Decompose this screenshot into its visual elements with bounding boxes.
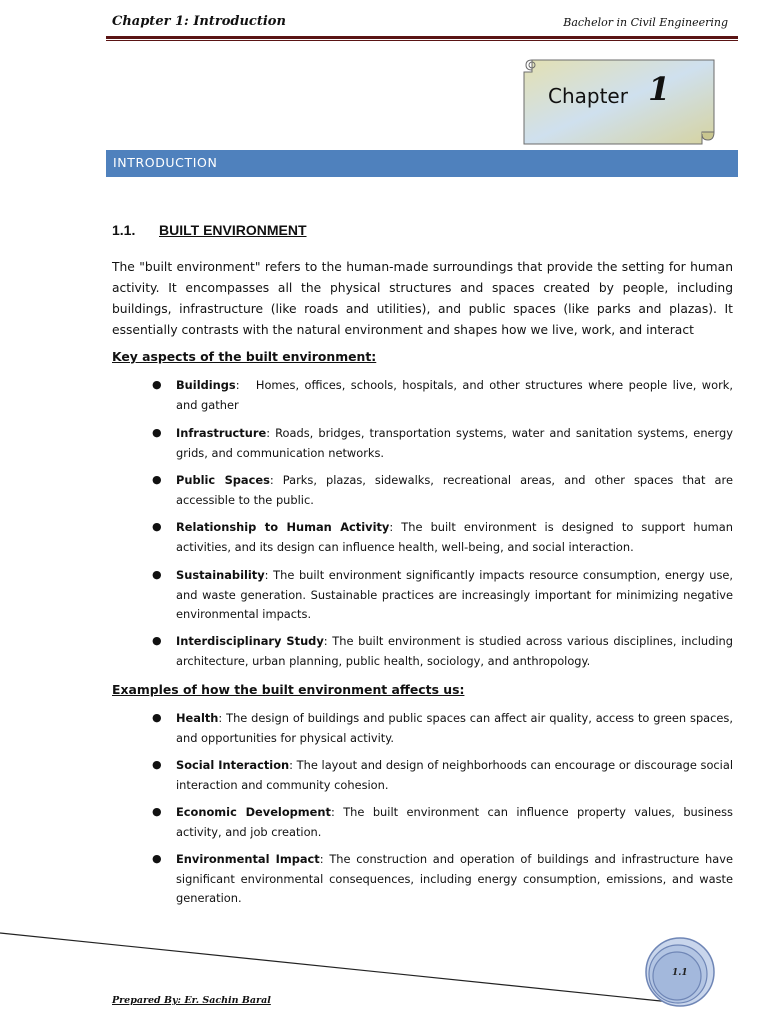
section-title: BUILT ENVIRONMENT — [159, 222, 307, 238]
item-text: The built environment is designed to support human activities, and its design can influence health, well-being, and social interaction. — [176, 520, 733, 554]
item-term: Infrastructure — [176, 426, 267, 440]
item-term: Relationship to Human Activity — [176, 520, 390, 534]
section-banner-title: INTRODUCTION — [113, 155, 218, 170]
item-separator: : — [330, 805, 344, 819]
bullet-icon: ● — [152, 852, 162, 865]
item-term: Economic Development — [176, 805, 331, 819]
item-text: The built environment is studied across various disciplines, including architecture, urban planning, public health, sociology, and anthropology. — [176, 634, 733, 668]
item-separator: : — [269, 473, 283, 487]
item-text: Parks, plazas, sidewalks, recreational areas, and other spaces that are accessible to the public. — [176, 473, 733, 507]
bullet-icon: ● — [152, 711, 162, 724]
bullet-icon: ● — [152, 378, 162, 391]
item-separator: : — [235, 378, 256, 392]
item-text: The built environment significantly impacts resource consumption, energy use, and waste generation. Sustainable practices are increasingly important for minimizing negative environmental impacts. — [176, 568, 734, 621]
intro-paragraph: The "built environment" refers to the human-made surroundings that provide the setting for human activity. It encompasses all the physical structures and spaces created by people, including buildings, infrastructure (like roads and utilities), and public spaces (like parks and plazas). It essentially contrasts with the natural environment and shapes how we live, work, and interact — [112, 260, 733, 337]
item-term: Sustainability — [176, 568, 265, 582]
running-header-chapter: Chapter 1: Introduction — [112, 14, 286, 29]
item-separator: : — [319, 852, 330, 866]
item-separator: : — [289, 758, 297, 772]
item-term: Public Spaces — [176, 473, 270, 487]
item-text: The construction and operation of buildings and infrastructure have significant environmental consequences, including energy consumption, emissions, and waste generation. — [176, 852, 733, 905]
bullet-icon: ● — [152, 805, 162, 818]
bullet-icon: ● — [152, 520, 162, 533]
item-separator: : — [323, 634, 333, 648]
item-text: Homes, offices, schools, hospitals, and other structures where people live, work, and gather — [176, 378, 733, 412]
item-separator: : — [389, 520, 402, 534]
item-term: Interdisciplinary Study — [176, 634, 324, 648]
item-term: Buildings — [176, 378, 236, 392]
bullet-icon: ● — [152, 634, 162, 647]
prepared-by: Prepared By: Er. Sachin Baral — [112, 995, 271, 1006]
key-aspects-heading: Key aspects of the built environment: — [112, 349, 377, 364]
bullet-icon: ● — [152, 568, 162, 581]
item-text: The design of buildings and public spaces can affect air quality, access to green spaces, and opportunities for physical activity. — [176, 711, 733, 745]
item-term: Social Interaction — [176, 758, 290, 772]
item-text: Roads, bridges, transportation systems, water and sanitation systems, energy grids, and communication networks. — [176, 426, 733, 460]
page-number: 1.1 — [672, 968, 688, 978]
item-separator: : — [266, 426, 276, 440]
section-number: 1.1. — [112, 222, 136, 238]
item-text: The layout and design of neighborhoods can encourage or discourage social interaction and community cohesion. — [176, 758, 733, 792]
examples-heading: Examples of how the built environment affects us: — [112, 682, 465, 697]
running-header-course: Bachelor in Civil Engineering — [563, 16, 728, 29]
chapter-label: Chapter — [548, 84, 628, 108]
item-text: The built environment can influence property values, business activity, and job creation. — [176, 805, 733, 839]
bullet-icon: ● — [152, 473, 162, 486]
item-separator: : — [218, 711, 227, 725]
item-term: Environmental Impact — [176, 852, 320, 866]
item-term: Health — [176, 711, 219, 725]
bullet-icon: ● — [152, 758, 162, 771]
chapter-number: 1 — [648, 70, 671, 108]
item-separator: : — [264, 568, 274, 582]
bullet-icon: ● — [152, 426, 162, 439]
